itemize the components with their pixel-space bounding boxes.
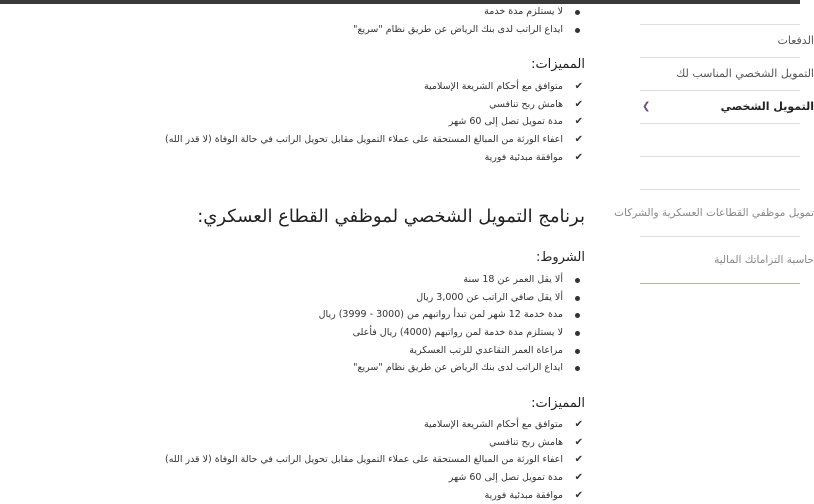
sidebar-item-label: الدفعات [777, 34, 814, 47]
list-item: ايداع الراتب لدى بنك الرياض عن طريق نظام "سريع" [140, 359, 585, 377]
bullet-icon [575, 278, 580, 283]
list-item: ايداع الراتب لدى بنك الرياض عن طريق نظام "سريع" [140, 21, 585, 39]
sidebar-item-payments[interactable] [640, 24, 814, 57]
conditions-list [140, 271, 585, 377]
features-heading: المميزات: [531, 396, 585, 411]
features-heading: المميزات: [531, 57, 585, 72]
conditions-list-tail [140, 3, 585, 38]
check-icon: ✔ [574, 81, 583, 92]
list-item: ✔ متوافق مع أحكام الشريعة الإسلامية [140, 416, 585, 434]
list-item: ✔ مدة تمويل تصل إلى 60 شهر [140, 113, 585, 131]
list-item: ✔ هامش ربح تنافسي [140, 96, 585, 114]
bullet-icon [575, 349, 580, 354]
list-item: ألا يقل صافي الراتب عن 3,000 ريال [140, 289, 585, 307]
list-item: ✔ اعفاء الورثة من المبالغ المستحقة على عملاء التمويل مقابل تحويل الراتب في حالة الوفاة (لا قدر الله) [140, 451, 585, 469]
list-item: ✔ متوافق مع أحكام الشريعة الإسلامية [140, 78, 585, 96]
sidebar-item-personal-financing[interactable] [640, 90, 814, 123]
features-list [140, 416, 585, 504]
bullet-icon [575, 366, 580, 371]
sidebar-item-blank-2[interactable] [640, 156, 800, 189]
bullet-icon [575, 28, 580, 33]
list-item: مدة خدمة 12 شهر لمن تبدأ رواتبهم من (3000 - 3999) ريال [140, 306, 585, 324]
check-icon: ✔ [574, 436, 583, 448]
chevron-down-icon: ❯ [642, 101, 651, 112]
list-item: لا يستلزم مدة خدمة لمن رواتبهم (4000) ريال فأعلى [140, 324, 585, 342]
conditions-heading: الشروط: [535, 250, 585, 265]
list-item: ✔ هامش ربح تنافسي [140, 434, 585, 452]
list-item: ✔ موافقة مبدئية فورية [140, 149, 585, 167]
sidebar-item-label: التمويل الشخصي المناسب لك [676, 67, 814, 80]
sidebar-item-military-financing[interactable] [614, 189, 814, 236]
sidebar-item-suitable-financing[interactable] [640, 57, 814, 90]
check-icon: ✔ [574, 151, 583, 163]
sidebar-item-label: التمويل الشخصي [720, 100, 814, 113]
section-title: برنامج التمويل الشخصي لموظفي القطاع العسكري: [197, 206, 585, 227]
check-icon: ✔ [574, 116, 583, 128]
check-icon: ✔ [574, 98, 583, 110]
sidebar-nav [614, 24, 814, 284]
bullet-icon [575, 10, 580, 15]
check-icon: ✔ [574, 489, 583, 501]
list-item: ✔ اعفاء الورثة من المبالغ المستحقة على عملاء التمويل مقابل تحويل الراتب في حالة الوفاة (لا قدر الله) [140, 131, 585, 149]
features-list [140, 78, 585, 166]
check-icon: ✔ [574, 472, 583, 484]
bullet-icon [575, 313, 580, 318]
bullet-icon [575, 296, 580, 301]
list-item: ألا يقل العمر عن 18 سنة [140, 271, 585, 289]
sidebar-item-label: حاسبة التزاماتك المالية [714, 254, 814, 266]
bullet-icon [575, 331, 580, 336]
check-icon: ✔ [574, 419, 583, 430]
check-icon: ✔ [574, 454, 583, 466]
sidebar-item-blank-1[interactable] [640, 123, 800, 156]
check-icon: ✔ [574, 134, 583, 146]
list-item: ✔ مدة تمويل تصل إلى 60 شهر [140, 469, 585, 487]
list-item: لا يستلزم مدة خدمة [140, 3, 585, 21]
sidebar-item-label: تمويل موظفي القطاعات العسكرية والشركات [614, 207, 814, 219]
list-item: ✔ موافقة مبدئية فورية [140, 487, 585, 504]
list-item: مراعاة العمر التقاعدي للرتب العسكرية [140, 342, 585, 360]
sidebar-item-obligations-calculator[interactable] [640, 236, 814, 284]
